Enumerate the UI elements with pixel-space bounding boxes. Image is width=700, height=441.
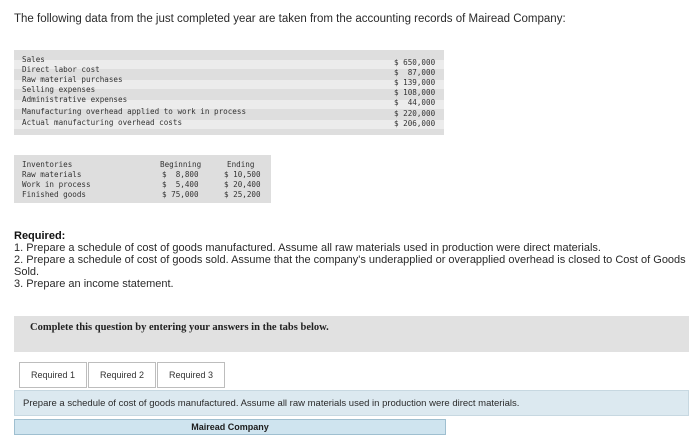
problem-intro: The following data from the just completed year are taken from the accounting records of Mairead Company: [14,13,566,25]
required-item-1: 1. Prepare a schedule of cost of goods manufactured. Assume all raw materials used in production were direct materials. [14,242,601,254]
tab-required-3[interactable]: Required 3 [157,362,225,388]
account-label: Direct labor cost [22,65,100,74]
account-label: Actual manufacturing overhead costs [22,118,183,127]
account-label: Administrative expenses [22,95,128,104]
account-label: Manufacturing overhead applied to work in process [22,107,247,116]
inventory-label: Raw materials [22,170,82,179]
inventories-table [14,155,271,203]
account-value: $ 44,000 [394,98,436,107]
beginning-header: Beginning [160,160,202,169]
account-label: Raw material purchases [22,75,123,84]
inventory-beginning: $ 5,400 [162,180,199,189]
account-label: Selling expenses [22,85,96,94]
complete-note: Complete this question by entering your answers in the tabs below. [30,322,329,333]
account-value: $ 87,000 [394,68,436,77]
table-row [22,65,442,75]
account-value: $ 108,000 [394,88,436,97]
complete-note-bar [14,316,689,352]
table-row [22,75,442,85]
inventory-beginning: $ 8,800 [162,170,199,179]
account-label: Sales [22,55,45,64]
required-section [14,230,689,290]
inventories-header: Inventories [22,160,73,169]
inventory-label: Finished goods [22,190,87,199]
table-row [22,118,442,128]
inventory-ending: $ 10,500 [224,170,261,179]
required-item-2: 2. Prepare a schedule of cost of goods sold. Assume that the company's underapplied or overapplied overhead is closed to Cost of Goods Sold. [14,254,686,278]
ending-header: Ending [227,160,255,169]
inventory-ending: $ 25,200 [224,190,261,199]
table-row [22,95,442,105]
account-value: $ 220,000 [394,109,436,118]
tab-required-1[interactable]: Required 1 [19,362,87,388]
account-value: $ 206,000 [394,119,436,128]
inventory-label: Work in process [22,180,91,189]
account-value: $ 139,000 [394,78,436,87]
account-value: $ 650,000 [394,58,436,67]
table-row [22,85,442,95]
company-header-cell: Mairead Company [14,419,446,435]
table-row [22,55,442,65]
accounts-table [14,50,444,135]
tab-required-2[interactable]: Required 2 [88,362,156,388]
instruction-bar [14,390,689,416]
instruction-text: Prepare a schedule of cost of goods manufactured. Assume all raw materials used in production were direct materials. [23,398,520,409]
required-item-3: 3. Prepare an income statement. [14,278,174,290]
inventory-ending: $ 20,400 [224,180,261,189]
table-row [22,107,442,117]
inventory-beginning: $ 75,000 [162,190,199,199]
required-heading: Required: [14,230,66,242]
